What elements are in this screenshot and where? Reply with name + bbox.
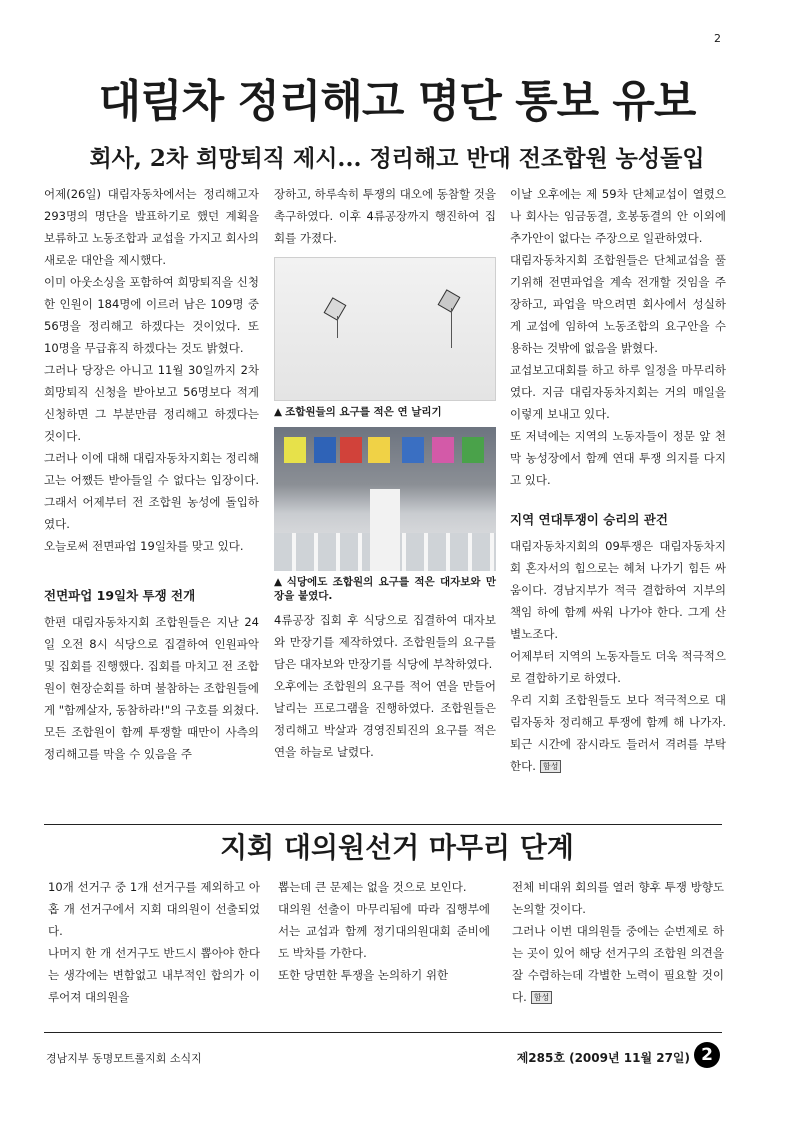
paragraph: 전체 비대위 회의를 열러 향후 투쟁 방향도 논의할 것이다. <box>512 880 724 916</box>
caption-text: 식당에도 조합원의 요구를 적은 대자보와 만장을 붙였다. <box>274 576 497 602</box>
paragraph: 어제(26일) 대림자동차에서는 정리해고자 293명의 명단을 발표하기로 했던 계획을 보류하고 노동조합과 교섭을 가지고 회사의 새로운 대안을 제시했다. <box>44 187 259 267</box>
pillar <box>370 489 400 571</box>
footer-publication: 경남지부 동명모트롤지회 소식지 <box>46 1052 202 1065</box>
bottom-column-1 <box>48 876 260 1008</box>
kite-shape <box>324 297 347 321</box>
banner <box>368 437 390 463</box>
signature-stamp: 함성 <box>540 760 561 773</box>
article-column-1 <box>44 183 259 765</box>
footer-issue-date: 제285호 (2009년 11월 27일) <box>516 1051 690 1065</box>
paragraph: 대의원 선출이 마무리됨에 따라 집행부에서는 교섭과 함께 정기대의원대회 준비에도 박차를 가한다. <box>278 902 490 960</box>
paragraph: 오후에는 조합원의 요구를 적어 연을 만들어 날리는 프로그램을 진행하였다. 조합원들은 정리해고 박살과 경영진퇴진의 요구를 적은 연을 하늘로 날렸다. <box>274 679 496 759</box>
caption-text: 조합원들의 요구를 적은 연 날리기 <box>285 406 442 418</box>
paragraph: 그러나 이에 대해 대림자동차지회는 정리해고는 어쨌든 받아들일 수 없다는 입장이다. 그래서 어제부터 전 조합원 농성에 돌입하였다. <box>44 451 259 531</box>
paragraph: 어제부터 지역의 노동자들도 더욱 적극적으로 결합하기로 하였다. <box>510 649 726 685</box>
bottom-column-3 <box>512 876 724 1008</box>
section-title: 지역 연대투쟁이 승리의 관건 <box>510 512 668 527</box>
paragraph: 대림자동차지회의 09투쟁은 대림자동차지회 혼자서의 힘으로는 헤쳐 나가기 힘든 싸움이다. 경남지부가 적극 결합하여 지부의 책임 하에 함께 싸워 나가야 한다. 그게 산별노조다. <box>510 539 726 641</box>
photo-caption <box>274 405 496 419</box>
paragraph: 대림자동차지회 조합원들은 단체교섭을 풀기위해 전면파업을 계속 전개할 것임을 주장하고, 파업을 막으려면 회사에서 성실하게 교섭에 임하여 노동조합의 요구안을 수용하는 것밖에 없음을 밝혔다. <box>510 253 726 355</box>
page-number-badge: 2 <box>694 1042 720 1068</box>
banner <box>432 437 454 463</box>
main-subheadline: 회사, 2차 희망퇴직 제시... 정리해고 반대 전조합원 농성돌입 <box>89 145 705 172</box>
paragraph: 10개 선거구 중 1개 선거구를 제외하고 아홉 개 선거구에서 지회 대의원이 선출되었다. <box>48 880 260 938</box>
paragraph: 뽑는데 큰 문제는 없을 것으로 보인다. <box>278 880 467 894</box>
paragraph-text: 그러나 이번 대의원들 중에는 순번제로 하는 곳이 있어 해당 선거구의 조합원 의견을 잘 수렴하는데 각별한 노력이 필요할 것이다. <box>512 924 724 1004</box>
banner <box>314 437 336 463</box>
kite-photo <box>274 257 496 401</box>
footer-divider <box>44 1032 722 1033</box>
article-column-2 <box>274 183 496 763</box>
paragraph: 이미 아웃소싱을 포함하여 희망퇴직을 신청한 인원이 184명에 이르러 남은 109명 중 56명을 정리해고 하겠다는 것이었다. 또 10명을 무급휴직 하겠다는 것도 밝혔다. <box>44 275 259 355</box>
kite-string <box>337 316 338 338</box>
main-headline: 대림차 정리해고 명단 통보 유보 <box>98 76 696 127</box>
signature-stamp: 함성 <box>531 991 552 1004</box>
banner <box>402 437 424 463</box>
section-divider <box>44 824 722 825</box>
paragraph: 또 저녁에는 지역의 노동자들이 정문 앞 천막 농성장에서 함께 연대 투쟁 의지를 다지고 있다. <box>510 429 726 487</box>
caption-marker: ▲ <box>274 406 283 418</box>
paragraph <box>510 689 726 777</box>
cafeteria-photo <box>274 427 496 571</box>
secondary-headline: 지회 대의원선거 마무리 단계 <box>220 831 574 864</box>
paragraph: 이날 오후에는 제 59차 단체교섭이 열렸으나 회사는 임금동결, 호봉동결의 안 이외에 추가안이 없다는 주장으로 일관하였다. <box>510 187 726 245</box>
banner <box>284 437 306 463</box>
paragraph: 또한 당면한 투쟁을 논의하기 위한 <box>278 968 449 982</box>
kite-shape <box>438 289 461 313</box>
kite-string <box>451 308 452 348</box>
page-number-top: 2 <box>714 32 721 45</box>
banner <box>340 437 362 463</box>
paragraph: 장하고, 하루속히 투쟁의 대오에 동참할 것을 촉구하였다. 이후 4류공장까지 행진하여 집회를 가졌다. <box>274 187 496 245</box>
paragraph: 그러나 당장은 아니고 11월 30일까지 2차 희망퇴직 신청을 받아보고 56명보다 적게 신청하면 그 부분만큼 정리해고 하겠다는 것이다. <box>44 363 259 443</box>
bottom-column-2 <box>278 876 490 986</box>
article-column-3 <box>510 183 726 777</box>
paragraph: 오늘로써 전면파업 19일차를 맞고 있다. <box>44 539 244 553</box>
photo-caption <box>274 575 496 603</box>
paragraph <box>512 920 724 1008</box>
caption-marker: ▲ <box>274 576 284 588</box>
paragraph-text: 우리 지회 조합원들도 보다 적극적으로 대림자동차 정리해고 투쟁에 함께 해 나가자. 퇴근 시간에 잠시라도 들러서 격려를 부탁한다. <box>510 693 726 773</box>
banner <box>462 437 484 463</box>
paragraph: 교섭보고대회를 하고 하루 일정을 마무리하였다. 지금 대림자동차지회는 거의 매일을 이렇게 보내고 있다. <box>510 363 726 421</box>
paragraph: 나머지 한 개 선거구도 반드시 뽑아야 한다는 생각에는 변함없고 내부적인 합의가 이루어져 대의원을 <box>48 946 260 1004</box>
paragraph: 4류공장 집회 후 식당으로 집결하여 대자보와 만장기를 제작하였다. 조합원들의 요구를 담은 대자보와 만장기를 식당에 부착하였다. <box>274 613 496 671</box>
paragraph: 한편 대림자동차지회 조합원들은 지난 24일 오전 8시 식당으로 집결하여 인원파악 및 집회를 진행했다. 집회를 마치고 전 조합원이 현장순회를 하며 불참하는 조합원들에게 "함께살자, 동참하라!"의 구호를 외쳤다. 모든 조합원이 함께 투쟁할 때만이 사측의 정리해고를 막을 수 있음을 주 <box>44 615 259 761</box>
section-title: 전면파업 19일차 투쟁 전개 <box>44 588 196 603</box>
